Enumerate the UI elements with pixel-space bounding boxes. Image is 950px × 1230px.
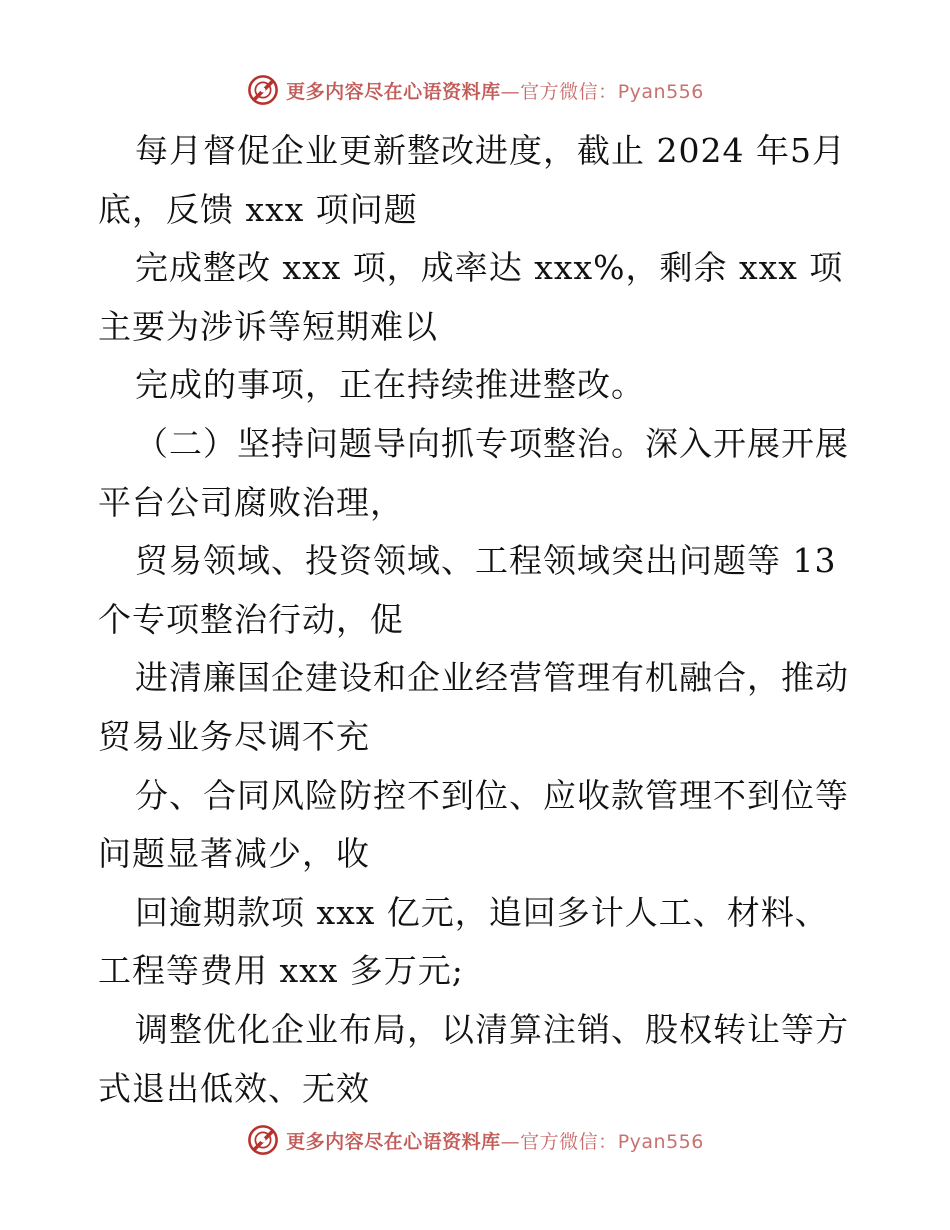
paragraph-line: 个专项整治行动，促 [98, 599, 404, 639]
paragraph-line: 完成整改 xxx 项，成率达 xxx%，剩余 xxx 项 [135, 248, 844, 288]
header-banner [0, 72, 950, 108]
document-body [98, 122, 858, 1118]
paragraph-line: 平台公司腐败治理， [98, 482, 404, 522]
paragraph-line: 主要为涉诉等短期难以 [98, 306, 438, 346]
brand-logo-icon [246, 1123, 280, 1157]
paragraph-line: 每月督促企业更新整改进度，截止 2024 年5月 [135, 131, 846, 170]
footer-banner-text: 更多内容尽在心语资料库—官方微信：Pyan556 [286, 1130, 704, 1153]
paragraph-line: 进清廉国企建设和企业经营管理有机融合，推动 [135, 658, 849, 698]
paragraph-line: 问题显著减少，收 [98, 834, 370, 874]
brand-logo-icon [246, 73, 280, 107]
paragraph-line: 回逾期款项 xxx 亿元，追回多计人工、材料、 [135, 892, 829, 932]
paragraph-line: 底，反馈 xxx 项问题 [98, 189, 418, 229]
paragraph-line: 分、合同风险防控不到位、应收款管理不到位等 [135, 775, 849, 815]
paragraph-line: 工程等费用 xxx 多万元; [98, 951, 464, 991]
paragraph-line: 式退出低效、无效 [98, 1068, 370, 1108]
paragraph-line: 贸易业务尽调不充 [98, 716, 370, 756]
header-banner-text: 更多内容尽在心语资料库—官方微信：Pyan556 [286, 80, 704, 103]
paragraph-line: 完成的事项，正在持续推进整改。 [135, 365, 645, 405]
section-heading-line: （二）坚持问题导向抓专项整治。深入开展开展 [135, 423, 849, 463]
paragraph-line: 贸易领域、投资领域、工程领域突出问题等 13 [135, 541, 837, 581]
footer-banner [0, 1122, 950, 1158]
paragraph-line: 调整优化企业布局，以清算注销、股权转让等方 [135, 1009, 849, 1049]
